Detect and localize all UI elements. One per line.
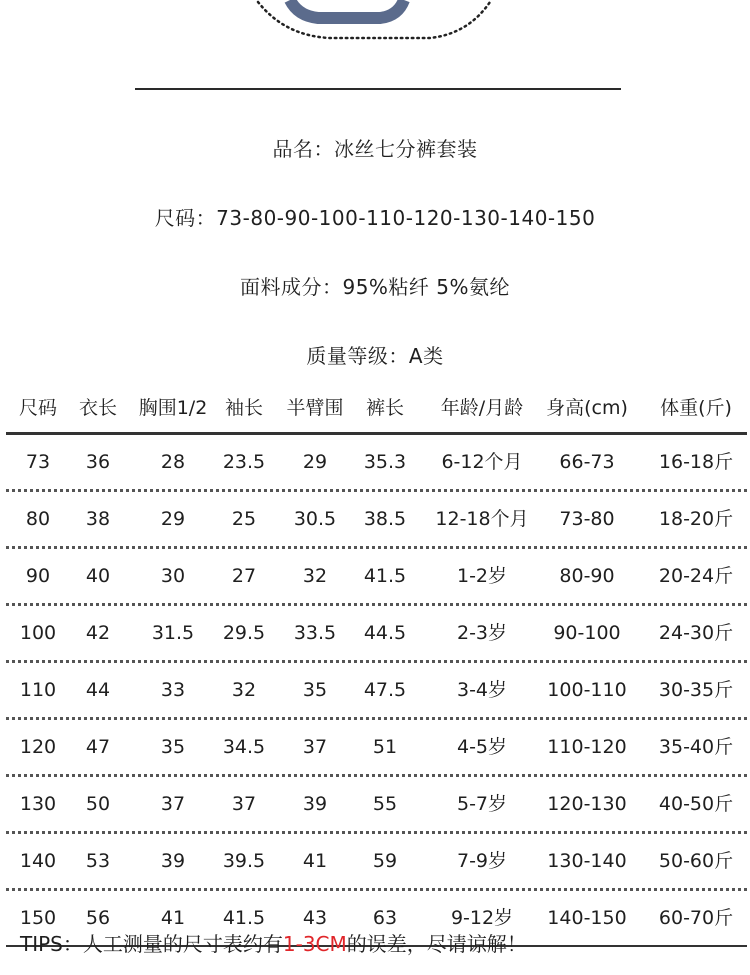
product-name: 品名：冰丝七分裤套装 [272,137,478,161]
fabric-composition: 面料成分：95%粘纤 5%氨纶 [239,275,511,299]
size-range: 尺码：73-80-90-100-110-120-130-140-150 [154,206,596,230]
table-cell: 4-5岁 [456,736,508,758]
column-header: 身高(cm) [546,397,628,419]
table-cell: 35.3 [363,451,407,473]
table-cell: 28 [160,451,186,473]
table-cell: 55 [372,793,398,815]
table-cell: 32 [302,565,328,587]
table-cell: 90 [25,565,51,587]
table-cell: 43 [302,907,328,929]
table-cell: 37 [302,736,328,758]
table-cell: 59 [372,850,398,872]
table-cell: 33 [160,679,186,701]
table-cell: 31.5 [151,622,195,644]
table-cell: 44.5 [363,622,407,644]
table-cell: 56 [85,907,111,929]
table-row [6,663,747,720]
table-cell: 53 [85,850,111,872]
table-cell: 41.5 [363,565,407,587]
table-cell: 73 [25,451,51,473]
table-cell: 41.5 [222,907,266,929]
table-cell: 39 [160,850,186,872]
table-cell: 30-35斤 [658,679,734,701]
table-cell: 34.5 [222,736,266,758]
divider-line [135,88,621,90]
column-header: 衣长 [78,397,118,419]
size-table [6,388,747,947]
column-header: 半臂围 [286,397,344,419]
tips-suffix: 的误差，尽请谅解！ [346,932,527,956]
table-cell: 90-100 [553,622,621,644]
size-table-header [6,388,747,435]
column-header: 尺码 [18,397,58,419]
table-cell: 44 [85,679,111,701]
table-cell: 140 [19,850,57,872]
table-cell: 5-7岁 [456,793,508,815]
table-cell: 24-30斤 [658,622,734,644]
table-cell: 60-70斤 [658,907,734,929]
tips-prefix: TIPS：人工测量的尺寸表约有 [20,932,283,956]
table-cell: 30.5 [293,508,337,530]
table-cell: 130 [19,793,57,815]
table-row [6,834,747,891]
table-cell: 29.5 [222,622,266,644]
table-cell: 110 [19,679,57,701]
table-cell: 35 [160,736,186,758]
table-cell: 38.5 [363,508,407,530]
table-cell: 150 [19,907,57,929]
column-header: 袖长 [224,397,264,419]
table-cell: 12-18个月 [435,508,529,530]
table-cell: 20-24斤 [658,565,734,587]
column-header: 体重(斤) [660,397,732,419]
table-cell: 29 [160,508,186,530]
table-cell: 41 [302,850,328,872]
table-row [6,549,747,606]
table-cell: 9-12岁 [450,907,514,929]
table-cell: 47.5 [363,679,407,701]
size-table-body [6,435,747,947]
table-cell: 25 [231,508,257,530]
table-cell: 1-2岁 [456,565,508,587]
table-cell: 40 [85,565,111,587]
table-cell: 42 [85,622,111,644]
table-cell: 140-150 [547,907,627,929]
table-row [6,777,747,834]
table-row [6,720,747,777]
table-cell: 100 [19,622,57,644]
column-header: 胸围1/2 [138,397,208,419]
table-cell: 110-120 [547,736,627,758]
table-cell: 51 [372,736,398,758]
table-cell: 80 [25,508,51,530]
table-cell: 50 [85,793,111,815]
table-cell: 18-20斤 [658,508,734,530]
table-cell: 3-4岁 [456,679,508,701]
table-cell: 38 [85,508,111,530]
quality-grade: 质量等级：A类 [306,344,444,368]
table-row [6,435,747,492]
table-cell: 50-60斤 [658,850,734,872]
table-cell: 36 [85,451,111,473]
table-cell: 80-90 [559,565,615,587]
table-cell: 27 [231,565,257,587]
table-cell: 29 [302,451,328,473]
column-header: 年龄/月龄 [440,397,524,419]
table-cell: 41 [160,907,186,929]
table-cell: 66-73 [559,451,615,473]
table-cell: 2-3岁 [456,622,508,644]
table-cell: 130-140 [547,850,627,872]
tips-note [20,928,527,957]
table-cell: 47 [85,736,111,758]
table-cell: 33.5 [293,622,337,644]
table-cell: 16-18斤 [658,451,734,473]
table-cell: 35 [302,679,328,701]
table-cell: 30 [160,565,186,587]
product-image-bottom-edge [0,0,750,60]
table-cell: 35-40斤 [658,736,734,758]
table-cell: 63 [372,907,398,929]
tips-highlight: 1-3CM [282,932,347,956]
column-header: 裤长 [365,397,405,419]
table-cell: 39 [302,793,328,815]
table-row [6,606,747,663]
table-cell: 40-50斤 [658,793,734,815]
table-cell: 120-130 [547,793,627,815]
table-cell: 7-9岁 [456,850,508,872]
table-cell: 6-12个月 [441,451,523,473]
table-cell: 73-80 [559,508,615,530]
table-cell: 37 [160,793,186,815]
table-cell: 37 [231,793,257,815]
table-cell: 39.5 [222,850,266,872]
table-cell: 32 [231,679,257,701]
table-cell: 120 [19,736,57,758]
table-cell: 100-110 [547,679,627,701]
table-row [6,492,747,549]
table-cell: 23.5 [222,451,266,473]
